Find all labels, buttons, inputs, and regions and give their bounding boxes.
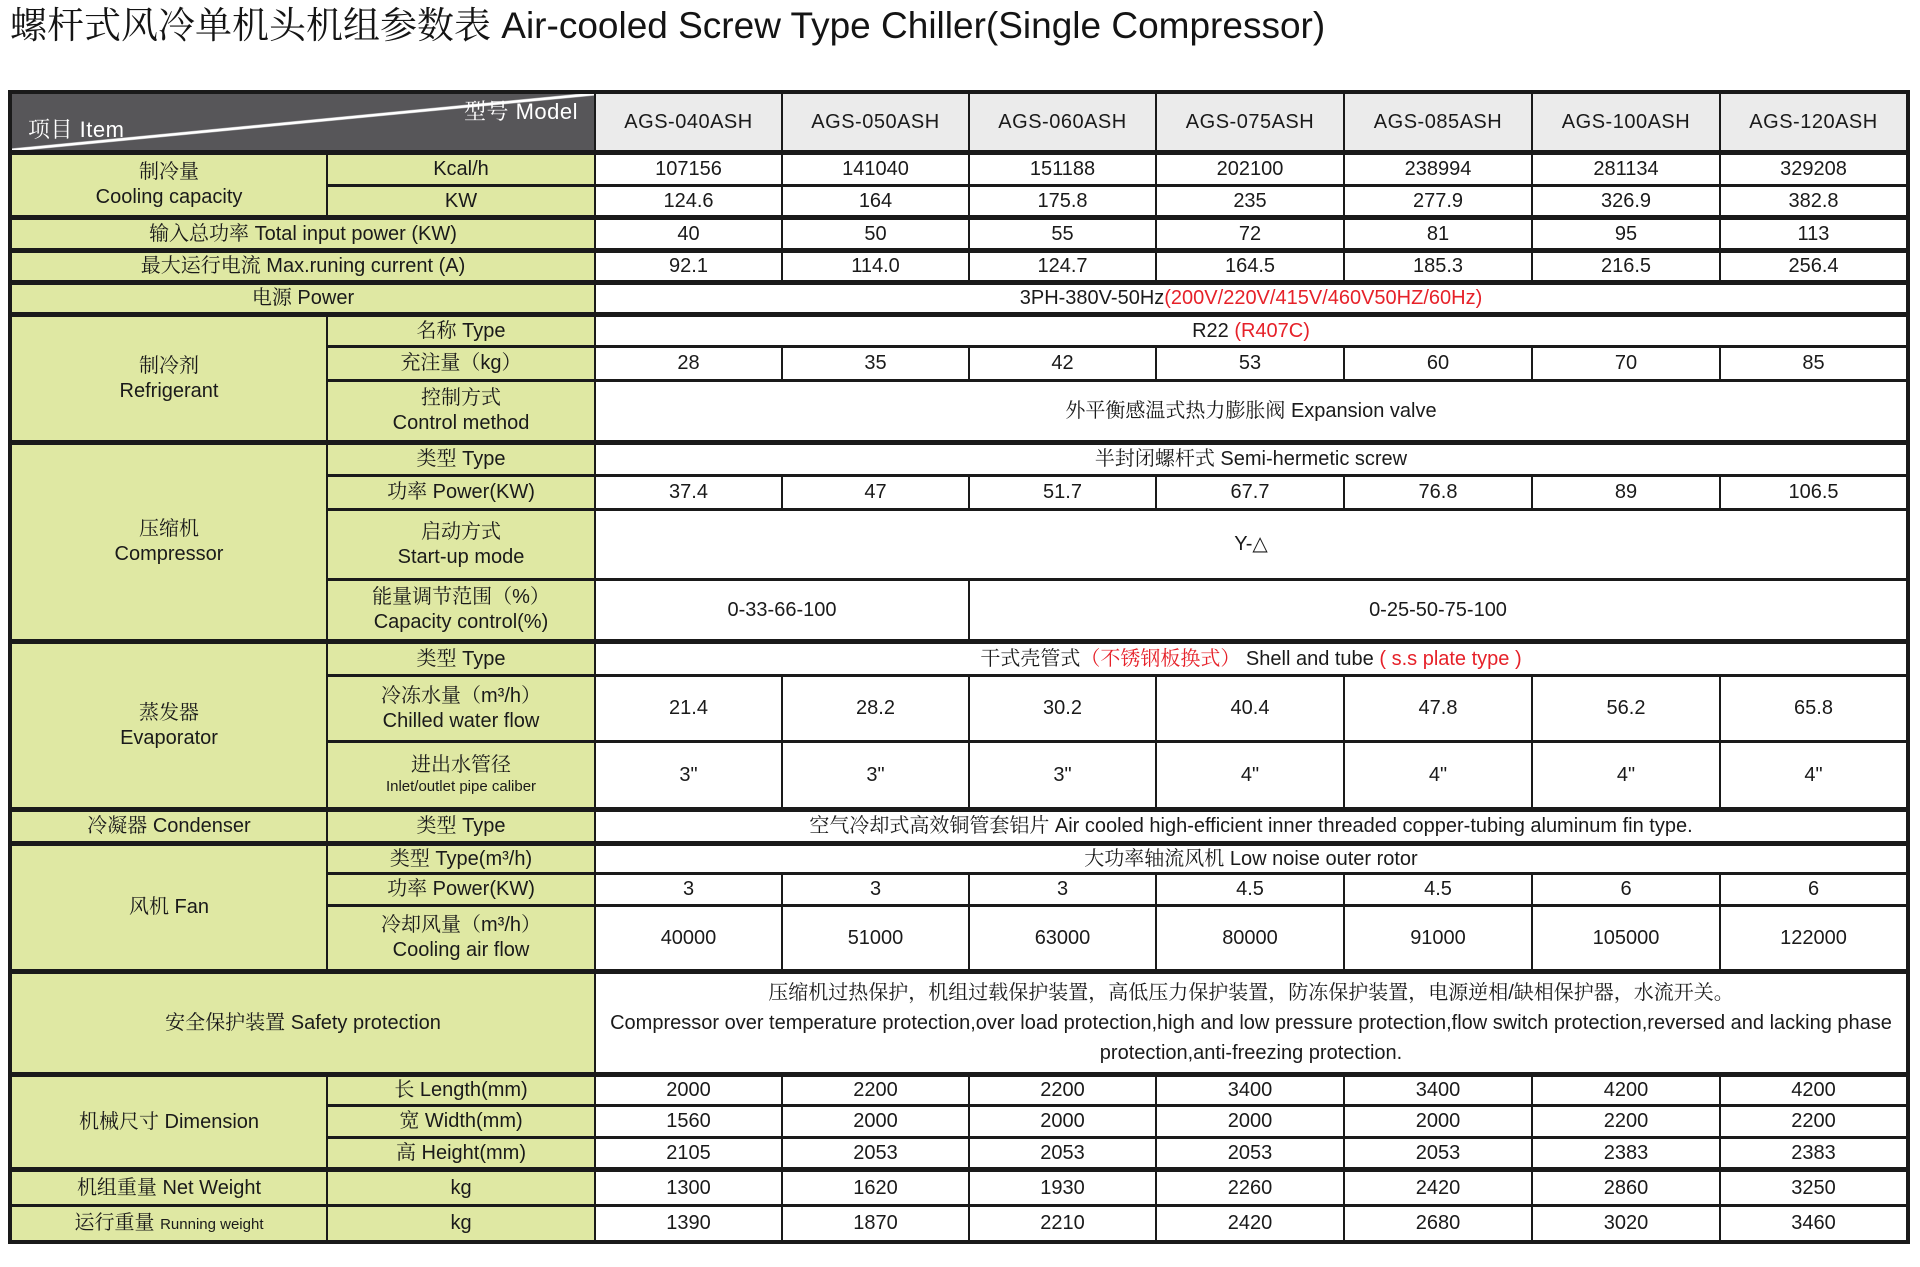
item-condenser: 冷凝器 Condenser xyxy=(10,810,327,844)
value-cell: 53 xyxy=(1156,347,1344,381)
value-cell: 1620 xyxy=(782,1170,969,1206)
sub-label-width: 宽 Width(mm) xyxy=(327,1106,595,1138)
value-cell: 2053 xyxy=(782,1138,969,1170)
row-fan-type xyxy=(10,844,1908,874)
refrigerant-type-black: R22 xyxy=(1192,319,1235,342)
sub-label-compressor-power: 功率 Power(KW) xyxy=(327,476,595,510)
value-cell: 21.4 xyxy=(595,676,782,742)
model-header-cell: AGS-040ASH xyxy=(595,92,782,153)
item-running-weight xyxy=(10,1206,327,1242)
model-axis-label: 型号 Model xyxy=(463,99,578,124)
sub-label-length: 长 Length(mm) xyxy=(327,1075,595,1106)
value-cell: 277.9 xyxy=(1344,186,1532,218)
value-cell: 235 xyxy=(1156,186,1344,218)
value-cell: 2053 xyxy=(1156,1138,1344,1170)
value-cell: 151188 xyxy=(969,153,1156,186)
value-cell: 3 xyxy=(595,874,782,906)
model-header-row xyxy=(10,92,1908,153)
value-cell: 4" xyxy=(1532,742,1720,810)
value-cell: 28.2 xyxy=(782,676,969,742)
item-label-cn: 运行重量 xyxy=(74,1212,155,1235)
value-cell: 141040 xyxy=(782,153,969,186)
sub-label-capacity xyxy=(327,580,595,642)
value-cell: 42 xyxy=(969,347,1156,381)
value-cell: 4200 xyxy=(1532,1075,1720,1106)
row-compressor-type xyxy=(10,443,1908,476)
value-cell: 4.5 xyxy=(1344,874,1532,906)
value-cell: 4" xyxy=(1156,742,1344,810)
row-condenser xyxy=(10,810,1908,844)
value-cell: 70 xyxy=(1532,347,1720,381)
evap-type-red: ( s.s plate type ) xyxy=(1379,647,1522,670)
item-label-cn: 蒸发器 xyxy=(139,701,199,724)
value-cell: 40.4 xyxy=(1156,676,1344,742)
evap-type-red: （不锈钢板换式） xyxy=(1080,647,1241,670)
value-cell: 51.7 xyxy=(969,476,1156,510)
value-cell: 3" xyxy=(782,742,969,810)
value-cell: 92.1 xyxy=(595,251,782,283)
value-cell: 47 xyxy=(782,476,969,510)
sub-label-height: 高 Height(mm) xyxy=(327,1138,595,1170)
value-cell: 2383 xyxy=(1720,1138,1908,1170)
value-cell: 35 xyxy=(782,347,969,381)
value-cell: 122000 xyxy=(1720,906,1908,972)
value-cell: 40 xyxy=(595,218,782,251)
evap-type-black: Shell and tube xyxy=(1240,647,1380,670)
item-safety-protection: 安全保护装置 Safety protection xyxy=(10,972,595,1075)
row-net-weight xyxy=(10,1170,1908,1206)
power-supply-black: 3PH-380V-50Hz xyxy=(1019,287,1165,310)
value-cell: 56.2 xyxy=(1532,676,1720,742)
value-cell: 382.8 xyxy=(1720,186,1908,218)
sub-label-air-flow xyxy=(327,906,595,972)
value-cell: 3460 xyxy=(1720,1206,1908,1242)
sub-label-condenser-type: 类型 Type xyxy=(327,810,595,844)
sub-label-cn: 冷却风量（m³/h） xyxy=(381,914,541,936)
value-refrigerant-type xyxy=(595,315,1908,347)
value-cell: 81 xyxy=(1344,218,1532,251)
model-header-cell: AGS-060ASH xyxy=(969,92,1156,153)
value-cell: 37.4 xyxy=(595,476,782,510)
value-cell: 47.8 xyxy=(1344,676,1532,742)
value-cell: 256.4 xyxy=(1720,251,1908,283)
row-evaporator-type xyxy=(10,642,1908,676)
value-cell: 3" xyxy=(969,742,1156,810)
value-evaporator-type xyxy=(595,642,1908,676)
sub-label-kw: KW xyxy=(327,186,595,218)
item-evaporator xyxy=(10,642,327,810)
value-cell: 3400 xyxy=(1344,1075,1532,1106)
item-label-cn: 制冷量 xyxy=(139,161,199,183)
item-label-en: Cooling capacity xyxy=(95,186,243,208)
value-cell: 1560 xyxy=(595,1106,782,1138)
sub-label-net-weight-unit: kg xyxy=(327,1170,595,1206)
value-cell: 2680 xyxy=(1344,1206,1532,1242)
value-cell: 30.2 xyxy=(969,676,1156,742)
item-fan: 风机 Fan xyxy=(10,844,327,972)
item-dimension: 机械尺寸 Dimension xyxy=(10,1075,327,1170)
value-cell: 85 xyxy=(1720,347,1908,381)
sub-label-startup xyxy=(327,510,595,580)
row-safety-protection xyxy=(10,972,1908,1075)
safety-line-en: Compressor over temperature protection,over load protection,high and low pressure protection,flow switch protection,reversed and lacking phase protection,anti-freezing protection. xyxy=(610,1012,1892,1064)
value-cell: 4" xyxy=(1720,742,1908,810)
value-cell: 76.8 xyxy=(1344,476,1532,510)
value-condenser-type: 空气冷却式高效铜管套铝片 Air cooled high-efficient inner threaded copper-tubing aluminum fin type. xyxy=(595,810,1908,844)
item-label-en: Running weight xyxy=(160,1216,264,1234)
value-cell: 4" xyxy=(1344,742,1532,810)
item-label-en: Evaporator xyxy=(120,726,218,749)
sub-label-cn: 进出水管径 xyxy=(411,754,511,777)
sub-label-refrigerant-type: 名称 Type xyxy=(327,315,595,347)
value-cell: 3400 xyxy=(1156,1075,1344,1106)
sub-label-cn: 控制方式 xyxy=(421,387,501,409)
sub-label-compressor-type: 类型 Type xyxy=(327,443,595,476)
value-cell: 2200 xyxy=(1720,1106,1908,1138)
value-cell: 2053 xyxy=(1344,1138,1532,1170)
value-cell: 107156 xyxy=(595,153,782,186)
row-cooling-kcal xyxy=(10,153,1908,186)
value-cell: 89 xyxy=(1532,476,1720,510)
sub-label-fan-power: 功率 Power(KW) xyxy=(327,874,595,906)
model-header-cell: AGS-050ASH xyxy=(782,92,969,153)
item-net-weight: 机组重量 Net Weight xyxy=(10,1170,327,1206)
sub-label-en: Cooling air flow xyxy=(392,939,530,961)
value-safety-protection xyxy=(595,972,1908,1075)
value-cell: 185.3 xyxy=(1344,251,1532,283)
value-cell: 105000 xyxy=(1532,906,1720,972)
value-cell: 106.5 xyxy=(1720,476,1908,510)
value-cell: 2000 xyxy=(595,1075,782,1106)
value-cell: 91000 xyxy=(1344,906,1532,972)
value-cell: 238994 xyxy=(1344,153,1532,186)
diagonal-divider xyxy=(12,94,594,150)
value-cell: 2000 xyxy=(782,1106,969,1138)
sub-label-charge: 充注量（kg） xyxy=(327,347,595,381)
row-refrigerant-type xyxy=(10,315,1908,347)
value-control-method: 外平衡感温式热力膨胀阀 Expansion valve xyxy=(595,381,1908,443)
value-cell: 3" xyxy=(595,742,782,810)
value-compressor-type: 半封闭螺杆式 Semi-hermetic screw xyxy=(595,443,1908,476)
value-capacity-first: 0-33-66-100 xyxy=(595,580,969,642)
row-power-supply xyxy=(10,283,1908,315)
value-cell: 326.9 xyxy=(1532,186,1720,218)
sub-label-en: Capacity control(%) xyxy=(373,611,549,633)
value-cell: 164 xyxy=(782,186,969,218)
value-cell: 2200 xyxy=(969,1075,1156,1106)
safety-line-cn: 压缩机过热保护，机组过载保护装置，高低压力保护装置，防冻保护装置，电源逆相/缺相保护器，水流开关。 xyxy=(768,982,1734,1004)
item-refrigerant xyxy=(10,315,327,443)
value-cell: 3 xyxy=(782,874,969,906)
row-running-weight xyxy=(10,1206,1908,1242)
value-cell: 175.8 xyxy=(969,186,1156,218)
value-cell: 2000 xyxy=(1156,1106,1344,1138)
item-label-en: Refrigerant xyxy=(119,379,219,402)
value-startup-mode: Y-△ xyxy=(595,510,1908,580)
value-cell: 80000 xyxy=(1156,906,1344,972)
value-cell: 3 xyxy=(969,874,1156,906)
value-cell: 2000 xyxy=(969,1106,1156,1138)
value-cell: 6 xyxy=(1720,874,1908,906)
value-cell: 1870 xyxy=(782,1206,969,1242)
value-cell: 63000 xyxy=(969,906,1156,972)
value-cell: 2420 xyxy=(1344,1170,1532,1206)
corner-cell xyxy=(10,92,595,153)
value-cell: 164.5 xyxy=(1156,251,1344,283)
row-input-power xyxy=(10,218,1908,251)
sub-label-evaporator-type: 类型 Type xyxy=(327,642,595,676)
model-header-cell: AGS-085ASH xyxy=(1344,92,1532,153)
sub-label-kcal: Kcal/h xyxy=(327,153,595,186)
evap-type-black: 干式壳管式 xyxy=(980,647,1081,670)
value-fan-type: 大功率轴流风机 Low noise outer rotor xyxy=(595,844,1908,874)
row-max-current xyxy=(10,251,1908,283)
label-max-current: 最大运行电流 Max.runing current (A) xyxy=(10,251,595,283)
sub-label-pipe-caliber xyxy=(327,742,595,810)
sub-label-en: Inlet/outlet pipe caliber xyxy=(385,778,537,796)
sub-label-cn: 启动方式 xyxy=(421,520,501,543)
value-cell: 2200 xyxy=(782,1075,969,1106)
value-cell: 2860 xyxy=(1532,1170,1720,1206)
value-cell: 72 xyxy=(1156,218,1344,251)
sub-label-cn: 冷冻水量（m³/h） xyxy=(381,684,541,707)
sub-label-en: Chilled water flow xyxy=(382,709,540,732)
label-input-power: 输入总功率 Total input power (KW) xyxy=(10,218,595,251)
sub-label-control-method xyxy=(327,381,595,443)
value-cell: 2420 xyxy=(1156,1206,1344,1242)
model-header-cell: AGS-075ASH xyxy=(1156,92,1344,153)
sub-label-chilled-flow xyxy=(327,676,595,742)
value-cell: 216.5 xyxy=(1532,251,1720,283)
value-cell: 2260 xyxy=(1156,1170,1344,1206)
row-length xyxy=(10,1075,1908,1106)
value-cell: 50 xyxy=(782,218,969,251)
value-cell: 113 xyxy=(1720,218,1908,251)
value-cell: 2210 xyxy=(969,1206,1156,1242)
page-title: 螺杆式风冷单机头机组参数表 Air-cooled Screw Type Chiller(Single Compressor) xyxy=(10,5,1326,46)
value-cell: 2053 xyxy=(969,1138,1156,1170)
value-cell: 2000 xyxy=(1344,1106,1532,1138)
value-cell: 2200 xyxy=(1532,1106,1720,1138)
sub-label-en: Start-up mode xyxy=(397,545,525,568)
value-cell: 124.6 xyxy=(595,186,782,218)
value-cell: 2383 xyxy=(1532,1138,1720,1170)
sub-label-cn: 能量调节范围（%） xyxy=(372,586,550,608)
model-header-cell: AGS-120ASH xyxy=(1720,92,1908,153)
value-cell: 3020 xyxy=(1532,1206,1720,1242)
sub-label-en: Control method xyxy=(392,412,530,434)
value-cell: 1390 xyxy=(595,1206,782,1242)
value-cell: 51000 xyxy=(782,906,969,972)
item-axis-label: 项目 Item xyxy=(28,117,125,143)
value-cell: 67.7 xyxy=(1156,476,1344,510)
label-power-supply: 电源 Power xyxy=(10,283,595,315)
value-cell: 281134 xyxy=(1532,153,1720,186)
item-label-en: Compressor xyxy=(114,543,224,565)
item-cooling-capacity xyxy=(10,153,327,218)
value-cell: 4200 xyxy=(1720,1075,1908,1106)
value-cell: 60 xyxy=(1344,347,1532,381)
value-cell: 65.8 xyxy=(1720,676,1908,742)
value-cell: 114.0 xyxy=(782,251,969,283)
value-cell: 40000 xyxy=(595,906,782,972)
sub-label-running-weight-unit: kg xyxy=(327,1206,595,1242)
value-power-supply xyxy=(595,283,1908,315)
value-cell: 6 xyxy=(1532,874,1720,906)
chiller-spec-table xyxy=(8,90,1910,1244)
value-cell: 1300 xyxy=(595,1170,782,1206)
value-cell: 4.5 xyxy=(1156,874,1344,906)
item-compressor xyxy=(10,443,327,642)
sub-label-fan-type: 类型 Type(m³/h) xyxy=(327,844,595,874)
item-label-cn: 制冷剂 xyxy=(139,354,199,377)
value-cell: 329208 xyxy=(1720,153,1908,186)
model-header-cell: AGS-100ASH xyxy=(1532,92,1720,153)
value-cell: 124.7 xyxy=(969,251,1156,283)
value-cell: 3250 xyxy=(1720,1170,1908,1206)
value-cell: 2105 xyxy=(595,1138,782,1170)
refrigerant-type-red: (R407C) xyxy=(1234,319,1310,342)
item-label-cn: 压缩机 xyxy=(139,518,199,540)
value-capacity-rest: 0-25-50-75-100 xyxy=(969,580,1908,642)
value-cell: 202100 xyxy=(1156,153,1344,186)
value-cell: 95 xyxy=(1532,218,1720,251)
value-cell: 55 xyxy=(969,218,1156,251)
value-cell: 28 xyxy=(595,347,782,381)
value-cell: 1930 xyxy=(969,1170,1156,1206)
power-supply-red: (200V/220V/415V/460V50HZ/60Hz) xyxy=(1164,287,1483,310)
